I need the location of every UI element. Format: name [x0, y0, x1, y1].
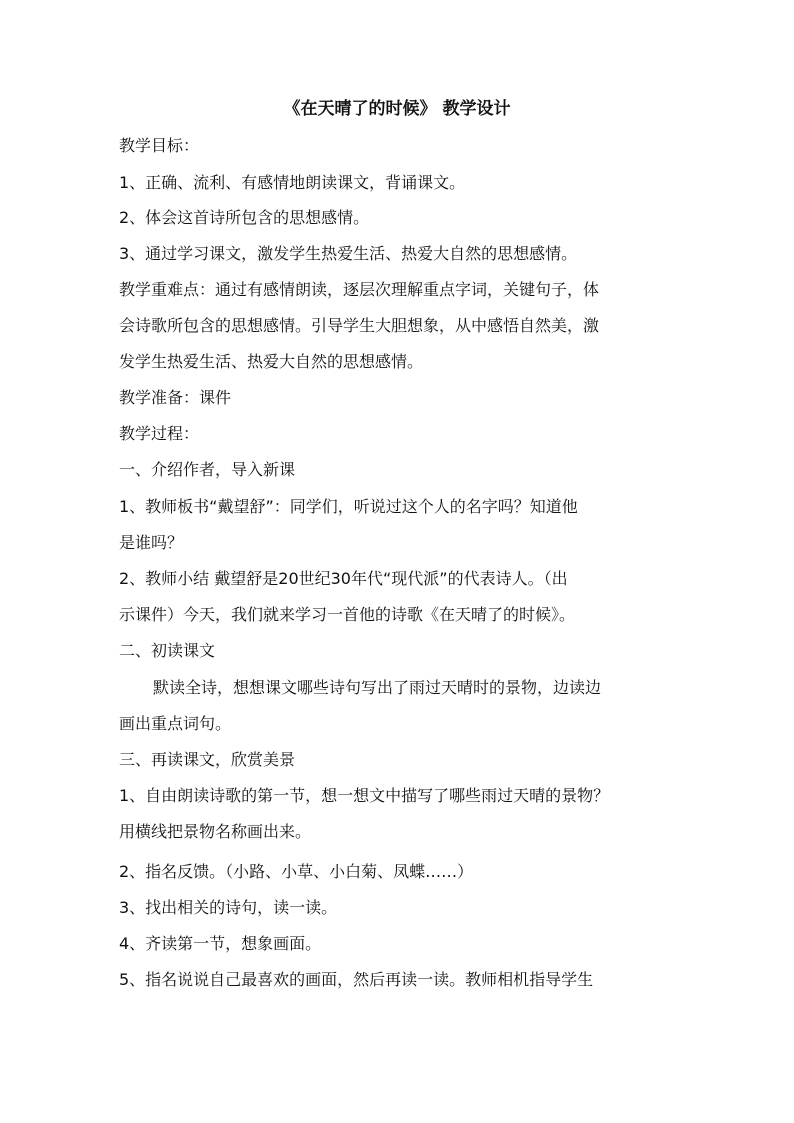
step-1-item-2-line-2: 示课件）今天，我们就来学习一首他的诗歌《在天晴了的时候》。	[119, 605, 576, 624]
step-heading-3: 三、再读课文，欣赏美景	[119, 750, 296, 769]
key-difficulties-line-1: 教学重难点：通过有感情朗读，逐层次理解重点字词，关键句子，体	[119, 280, 600, 299]
document-title: 《在天晴了的时候》 教学设计	[283, 99, 511, 119]
section-heading-process: 教学过程：	[119, 424, 200, 443]
step-1-item-2-line-1: 2、教师小结 戴望舒是20世纪30年代“现代派”的代表诗人。（出	[119, 569, 568, 588]
step-3-item-1-line-2: 用横线把景物名称画出来。	[119, 822, 312, 841]
key-difficulties-line-3: 发学生热爱生活、热爱大自然的思想感情。	[119, 352, 424, 371]
objective-item-1: 1、正确、流利、有感情地朗读课文，背诵课文。	[119, 173, 466, 192]
step-3-item-1-line-1: 1、自由朗读诗歌的第一节，想一想文中描写了哪些雨过天晴的景物？	[119, 786, 610, 805]
step-1-item-1-line-2: 是谁吗？	[119, 533, 184, 552]
objective-item-2: 2、体会这首诗所包含的思想感情。	[119, 208, 370, 227]
section-heading-objectives: 教学目标：	[119, 136, 200, 155]
step-3-item-3: 3、找出相关的诗句，读一读。	[119, 898, 338, 917]
step-2-paragraph-line-1: 默读全诗，想想课文哪些诗句写出了雨过天晴时的景物，边读边	[153, 678, 602, 697]
step-3-item-2: 2、指名反馈。（小路、小草、小白菊、凤蝶……）	[119, 862, 474, 881]
step-2-paragraph-line-2: 画出重点词句。	[119, 714, 232, 733]
step-1-item-1-line-1: 1、教师板书“戴望舒”：同学们，听说过这个人的名字吗？知道他	[119, 497, 578, 516]
step-heading-1: 一、介绍作者，导入新课	[119, 460, 296, 479]
objective-item-3: 3、通过学习课文，激发学生热爱生活、热爱大自然的思想感情。	[119, 244, 578, 263]
teaching-preparation: 教学准备：课件	[119, 388, 232, 407]
step-3-item-5: 5、指名说说自己最喜欢的画面，然后再读一读。教师相机指导学生	[119, 970, 594, 989]
key-difficulties-line-2: 会诗歌所包含的思想感情。引导学生大胆想象，从中感悟自然美，激	[119, 316, 600, 335]
step-heading-2: 二、初读课文	[119, 641, 216, 660]
step-3-item-4: 4、齐读第一节，想象画面。	[119, 934, 322, 953]
